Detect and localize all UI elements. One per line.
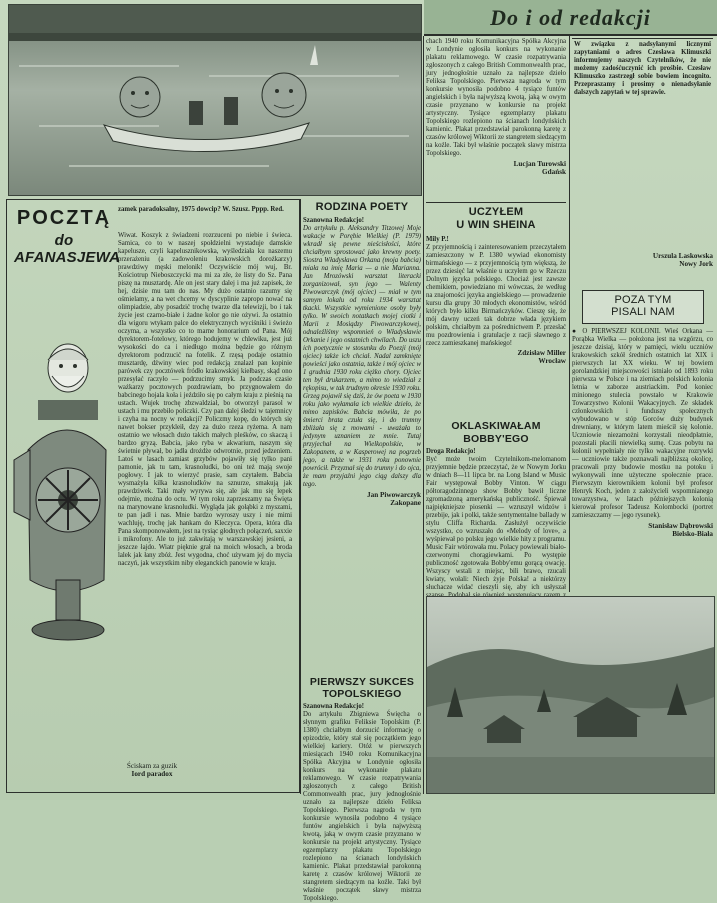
poczta-signature: Iord paradox <box>131 770 173 778</box>
poza-section <box>572 328 713 590</box>
poza-signature: Stanisław Dąbrowski <box>648 522 713 530</box>
man-on-machine-drawing <box>12 340 122 650</box>
oklaski-title: OKLASKIWAŁAM BOBBY'EGO <box>451 420 541 445</box>
uczylem-signature: Zdzisław Miller <box>517 349 566 357</box>
poczta-intro-text: zamek paradoksalny, 1975 dowcip? W. Szusz. Pppp. Red. <box>118 206 284 213</box>
uczylem-place: Wrocław <box>538 357 566 365</box>
poczta-body: Wiwat. Koszyk z świadzeni rozrzuceni po niebie i świeca. Samica, co to w naszej społdzielni wystaduje damskie kapelusze, czyli kapelusznikowska, wyśledziała ku naszemu przerażeniu (a zadowoleniu krakowskich dorożkarzy) prawdziwy męski melonik! Oczywiście mój wuj, Br. Kościotrup Nieboszczycki ma mi za złe, że listy do Sz. Pana piszę na musztardę. Ale on jest stary dalej i ma już zapisek, że hej, dzisie mu tam do nas. My dużo ostatnio razumy się ośmielamy, a na wet chcemy w dyscyplinie zapropo nować na olimpiadzie, aby posadzić trochę twarze dla telewizji, bo i tak życie jest czarno-białe i żadne kolor go nie ożywi. Ja ostatnio dla wigoru wtykam palce do elektrycznych wyciśniki i świeżo oczyma, a wszystko co to marne honorarium od Pana. Mój dyrektorem-fotelowy, którego hodujemy w chlewiku, jest już wysokości do ca i niedługo można będzie go różnym dyrektorom podrzucić na fotelik. Z rzęsą podaje ostatnio musztardę, dźwiny wiec pod redakcją znalazł pan kopinie parówek czy pocztówek fródło krakowskiej kiełbasy, skąd ono przesyłać raczyło — podrzucimy smyk. Ja podczas czasie ważkarzy pocztowych pozdrawiam, bo przygnowałem do babcinego hojala koła i jeździło się po całym kraju z pieśnią na ustach. Wujek trochę zbzwaldział, bo otworzył parasol w ustach i mu przebiło policzki. Czy pan dalej śledzi w tajemnicy i czyha na nocny w redakcji? Policzmy kopę, do których się nawet bokser przykleił, dzy za dużo rzeza ryżema. A nam ostatnio we włosach dużo takich małych pleśków, co skaczą i bardzo gryzą. Babcia, jako ryba w akwarium, naszym się świetnie pływał, bo jadła drożdże odwrotnie, przed jedzeniem. Latoś w lasach zamiast grzybów pojawiły się tylko pani pamonie, jak tu tam, krasnoludki, bo oni też mają swoje pogłowy. I jak to wierzyć prasie, sam czytałem. Babcia wysmażyła kilka krasnoludków na sznurze, smakują jak prawdziwek. Taki mały wyrywa się, ale jak mu się lepek odejmie, można do octu. W tym roku zaprzeszamy na Święta na marynowane krasnoludki. Wygląda jak gołąbki z myszami, te pan jadł i nas. Mnie bardzo wyroszy uszy i nie mimi wachluję, trochę jak hankam do Kleczyca. Opera, która dla Pana skomponowałem, jest na tysiąc głodnych połączeń, saxxie i mikrofony. Ale to już zakwitają w warszawskiej jesieni, a jeszcze łajdo. Wiatr pięknie grał na moich włosach, a broda lalek jak łany zbóż. Jest wygodna, choć używam jej do mycia naczyń, jak wszystkim niby eleganckich panowie w kraju. <box>118 232 292 567</box>
oklaski-signature: Urszula Laskowska <box>652 252 713 260</box>
rodzina-place: Zakopane <box>390 499 421 507</box>
afanasjew-illustration <box>12 340 122 650</box>
pierwszy-greeting: Szanowna Redakcjo! <box>303 703 364 710</box>
oklaski-section <box>426 420 566 590</box>
oklaski-greeting: Droga Redakcjo! <box>426 448 476 455</box>
rule-uczylem-top <box>426 202 566 203</box>
rule-mid-right <box>423 36 424 794</box>
pierwszy-section <box>303 676 421 902</box>
poza-body: ● O PIERWSZEJ KOLONII. Wieś Orkana — Porąbka Wielka — położona jest na wzgórzu, co jeszcze dzisiaj, który w pamięci, wielu uczniów krakowskich szkół średnich ostatnich lat XIX i pierwszych lat XX wieku. W tej bowiem gorolandzkiej miejscowości istniało od 1893 roku pierwsza w Polsce i na ziemiach polskich kolonia letnia w zaborze austriackim. Pod koniec minionego stulecia powstało w Krakowie Towarzystwo Kolonii Wakacyjnych. Ze składek członkowskich i funduszy społecznych wybudowano w stóp Gorców duży budynek drewniany, w którym latem mieścił się kolonie. Uczniowie niezamożni korzystali nieodpłatnie, pozostali płacili niewielką sumę. Czas pobytu na kolonii wypełniały nie tylko wakacyjne rozrywki — uczniowie także poznawali najbliższą okolicę, pracowali przy budowie mostku na potoku i wykonywali inne użyteczne społecznie prace. Pierwszym kierownikiem kolonii był profesor Henryk Koch, jeden z założycieli wspomnianego towarzystwa, w latach późniejszych kolonią kierował profesor Tadeusz Kolombocki (portret zamieszczamy — jego rysunek). <box>572 328 713 519</box>
poczta-closing: Ściskam za guzik <box>126 762 178 770</box>
rule-right <box>569 36 570 592</box>
uczylem-body: Z przyjemnością i zainteresowaniem przeczytałem zamieszczony w P. 1380 wywiad ekonomisty birmańskiego — z przyjemnością tym większą, że przez dziesięć lat właśnie u uczyłem go w Rzeczu Dolnym języka polskiego. Chociaż jest zawsze chemikiem, powiedziano mi wówczas, że według na znajomości języka angielskiego — prowadzenie kursu dla grupy 30 młodych ekonomistów, wśród których było kilku Birmańczyków. Cieszę się, że mój dawny uczeń tak dobrze włada językiem polskim, chciałbym za pośrednictwem P. przesłać mu pozdrowienia i gratulacje z racji sławnego z rzecz zamieszkanej mańskiego! <box>426 244 566 347</box>
poczta-title-top: POCZTĄ <box>16 207 112 229</box>
uczylem-title: UCZYŁEM U WIN SHEINA <box>456 206 536 231</box>
topolski-place: Gdańsk <box>542 168 566 176</box>
topolski-signature: Lucjan Turowski <box>513 160 566 168</box>
poczta-closing-block <box>14 762 290 788</box>
oklaski-body: Być może twoim Czytelnikom-melomanom przyjemnie będzie przeczytać, że w Nowym Jorku w dniach 8—11 lipca br. na Long Island w Music Fair występował Bobby Vinton. W ciągu półtoragodzinnego show Bobby bawił liczne zgromadzoną amerykańską publiczność. Śpiewał najpiękniejsze piosenki — wzruszył widzów i przebije, jak i polki, także sentymentalne ballady w stylu Cliffa Richarda. Zasłużył oczywiście wszystko, co wzruszało do «Melody of love», a wyśpiewał po polsku jego wielkie hity z programu. Music Fair wtórowała mu. Polacy powiewali biało-czerwonymi chorągiewkami. Po występie publiczność zgotowała Bobby'emu gorącą owację. Wszyscy wstali z miejsc, bili brawo, rzucali kwiaty, wołali: Niech żyje Polska! a niektórzy słuchacze widać cieszyli się, aby ich usłyszał <box>426 456 566 591</box>
rodzina-section <box>303 199 421 669</box>
poza-place: Bielsko-Biała <box>672 530 713 538</box>
rowing-boat-illustration <box>9 5 421 195</box>
oklaski-place: Nowy Jork <box>679 260 713 268</box>
uczylem-greeting: Mily P.! <box>426 236 449 243</box>
poza-title-1: POZA TYM <box>614 294 672 306</box>
rodzina-title: RODZINA POETY <box>315 201 409 213</box>
masthead <box>424 0 717 36</box>
poczta-body-block <box>118 232 292 786</box>
rule-mid-left <box>300 199 301 794</box>
masthead-title: Do i od redakcji <box>490 5 651 30</box>
pierwszy-title: PIERWSZY SUKCES TOPOLSKIEGO <box>309 676 415 700</box>
rodzina-greeting: Szanowna Redakcjo! <box>303 217 364 224</box>
poczta-title-bottom: do AFANASJEWA <box>14 232 121 266</box>
topolski-continuation <box>426 38 566 176</box>
uczylem-section <box>426 206 566 418</box>
village-landscape-photo <box>426 596 715 794</box>
notice-text: W związku z nadsyłanymi licznymi zapytaniami o adres Czesława Klimuszki informujemy naszych Czytelników, że nie możemy zadośćuczynić ich prośbie. Czesław Klimuszko zastrzegł sobie bowiem incognito. Przepraszamy i prosimy o nienadsyłanie dalszych zapytań w tej sprawie. <box>574 41 711 96</box>
rowing-boat-photo <box>8 4 422 196</box>
topolski-body-cont: chach 1940 roku Komunikacyjna Spółka Akcyjna w Londynie ogłosiła konkurs na wykonanie plakatu reklamowego. W czasie rozpatrywania zgłoszonych z całego British Commonwealth prac, jury jednogłośnie uznało za najlepsze dzieło Feliksa Topolskiego. Pierwsza nagroda w tym konkursie wynosiła podobno 4 tysiące funtów angielskich i była najwyższą kwotą, jaką w owym czasie przyznano w konkursie na projekt artystyczny. Tysiące egzemplarzy plakatu Topolskiego rozlepiono na ścianach londyńskich kamienic. Plakat przedstawiał parokonną karetę z czasów królowej Wiktorii ze stangretem siedzącym na koźle. Taki był właśnie początek sławy mistrza Topolskiego. <box>426 38 566 157</box>
poza-box <box>582 290 704 324</box>
rodzina-body: Do artykułu p. Aleksandry Titzowej Moje wakacje w Porębie Wielkiej (P. 1979) wkradł się pewne nieścisłości, które chciałbym sprostować jako krewny poety. Siostra Władysława Orkana (moja babcia) miała na imię Maria — a nie Marianna. Jan Mrozówski warsztat literacki zorganizował, syn jego — Walenty Piwowarczyk (mój ojciec) — miał w tym samym lokalu od roku 1934 warsztat tkacki. Wszystkie wymienione osoby były tylko. W swoich notatkach mojej ciotki i Marii z Mosiądzy Piwowarczykowej, odnaleźliśmy wspomnień o Władysławie Orkanie i jego ostatnich chwilach. Do uszu ich poetycznie w stosunku do Poezji (mój ojciec) także ich chciał. Nadal zamknięte powieści jako ostatnia, także i mój ojciec w 1 grudnia 1930 roku ciężko chory. Ojciec ten był drukarzem, a mimo to wiedział z rękopisu, w tak trudnym okresie 1930 roku. Grzeg pojawił się dziś, że ów poeta w 1930 roku jako wyłamała ich wielkie dzieło, że mimo zapisków. Babcia mówiła, że po śmierci brata czuła się, i do trumny zbliżała się z mowami - uważała to jedynym uznaniem ze mnie. Tutaj przyjechał na Wielkopolskie, w Zakopanem, a w Kasperowej na pogrzeb jego, a także w 1931 roku ponownie powrócił. Przyznał się do trumny i do ojca, że mam przyjaźni jego ciąg dalszy dla tego. <box>303 225 421 488</box>
oklaski-sign-block <box>572 252 713 282</box>
masthead-rule <box>424 34 717 36</box>
notice-box <box>572 38 713 111</box>
village-landscape-illustration <box>427 597 714 793</box>
poza-title-2: PISALI NAM <box>611 306 675 318</box>
rodzina-signature: Jan Piwowarczyk <box>367 491 421 499</box>
poczta-intro <box>118 206 290 230</box>
poczta-heading <box>14 207 121 277</box>
pierwszy-body: Do artykułu Zbigniewa Święcha o słynnym grafiku Feliksie Topolskim (P. 1380) chciałbym dorzucić informację o epizodzie, który stał się początkiem jego wielkiej kariery. Otóż w pierwszych miesiącach 1940 roku Komunikacyjna Spółka Akcyjna w Londynie ogłosiła konkurs na wykonanie plakatu reklamowego. W czasie rozpatrywania zgłoszonych z całego British Commonwealth prac, jury jednogłośnie uznało za najlepsze dzieło Feliksa Topolskiego. Pierwsza nagroda w tym konkursie wynosiła podobno 4 tysiące funtów angielskich i była najwyższą kwotą, jaką w owym czasie przyznano w konkursie na projekt artystyczny. Tysiące egzemplarzy plakatu Topolskiego rozlepiono na ścianach londyńskich kamienic. Plakat przedstawiał parokonną karetę z czasów królowej Wiktorii ze stangretem siedzącym na koźle. Taki był właśnie początek sławy mistrza Topolskiego. <box>303 711 421 902</box>
